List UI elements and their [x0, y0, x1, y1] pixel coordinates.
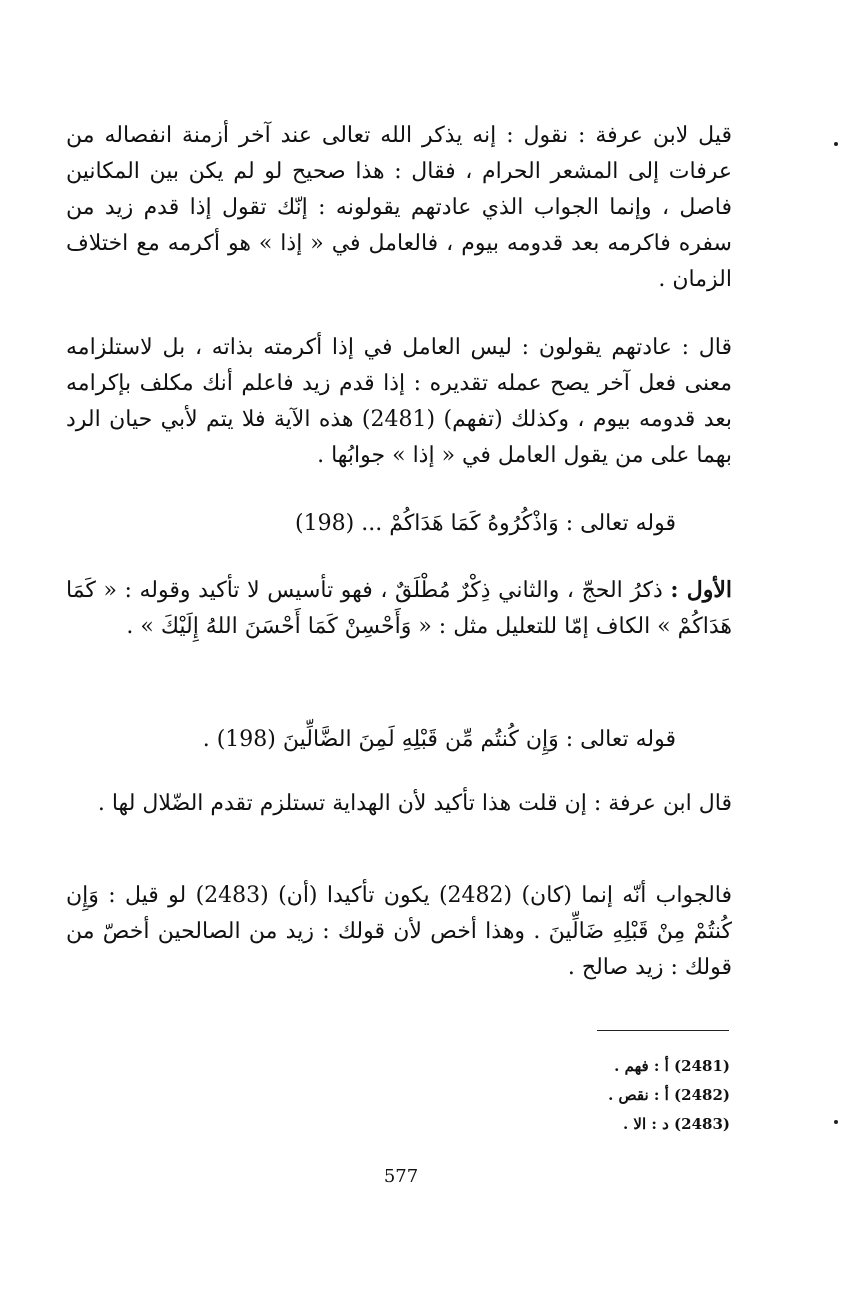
- verse-heading-1: قوله تعالى : وَاذْكُرُوهُ كَمَا هَدَاكُمْ ... (198): [295, 511, 676, 536]
- paragraph-text: ذكرُ الحجّ ، والثاني ذِكْرٌ مُطْلَقٌ ، فهو تأسيس لا تأكيد وقوله : « كَمَا هَدَاكُمْ » الكاف إمّا للتعليل مثل : « وَأَحْسِنْ كَمَا أَحْسَنَ اللهُ إِلَيْكَ » .: [66, 578, 732, 639]
- footnote: (2483) د : الا .: [622, 1115, 730, 1133]
- footnotes: [520, 1052, 730, 1139]
- verse-heading-2: قوله تعالى : وَإِن كُنتُم مِّن قَبْلِهِ لَمِنَ الضَّالِّينَ (198) .: [202, 727, 676, 752]
- footnote-divider: [597, 1030, 729, 1031]
- paragraph-1: قيل لابن عرفة : نقول : إنه يذكر الله تعالى عند آخر أزمنة انفصاله من عرفات إلى المشعر الحرام ، فقال : هذا صحيح لو لم يكن بين المكانين فاصل ، وإنما الجواب الذي عادتهم يقولونه : إنّك تقول إذا قدم زيد من سفره فاكرمه بعد قدومه بيوم ، فالعامل في « إذا » هو أكرمه مع اختلاف الزمان .: [66, 123, 732, 292]
- margin-dot: [834, 142, 838, 146]
- margin-dot: [834, 1120, 838, 1124]
- paragraph-3: [66, 572, 732, 645]
- paragraph-5: فالجواب أنّه إنما (كان) (2482) يكون تأكيدا (أن) (2483) لو قيل : وَإِن كُنتُمْ مِنْ قَبْلِهِ ضَالِّينَ . وهذا أخص لأن قولك : زيد من الصالحين أخصّ من قولك : زيد صالح .: [66, 883, 732, 980]
- paragraph-lead: الأول :: [670, 577, 732, 603]
- page-number: 577: [383, 1166, 419, 1187]
- paragraph-4: قال ابن عرفة : إن قلت هذا تأكيد لأن الهداية تستلزم تقدم الضّلال لها .: [97, 791, 732, 816]
- footnote: (2482) أ : نقص .: [608, 1086, 730, 1104]
- paragraph-2: قال : عادتهم يقولون : ليس العامل في إذا أكرمته بذاته ، بل لاستلزامه معنى فعل آخر يصح عمله تقديره : إذا قدم زيد فاعلم أنك مكلف بإكرامه بعد قدومه بيوم ، وكذلك (تفهم) (2481) هذه الآية فلا يتم لأبي حيان الرد بهما على من يقول العامل في « إذا » جوابُها .: [66, 335, 732, 468]
- footnote: (2481) أ : فهم .: [614, 1057, 730, 1075]
